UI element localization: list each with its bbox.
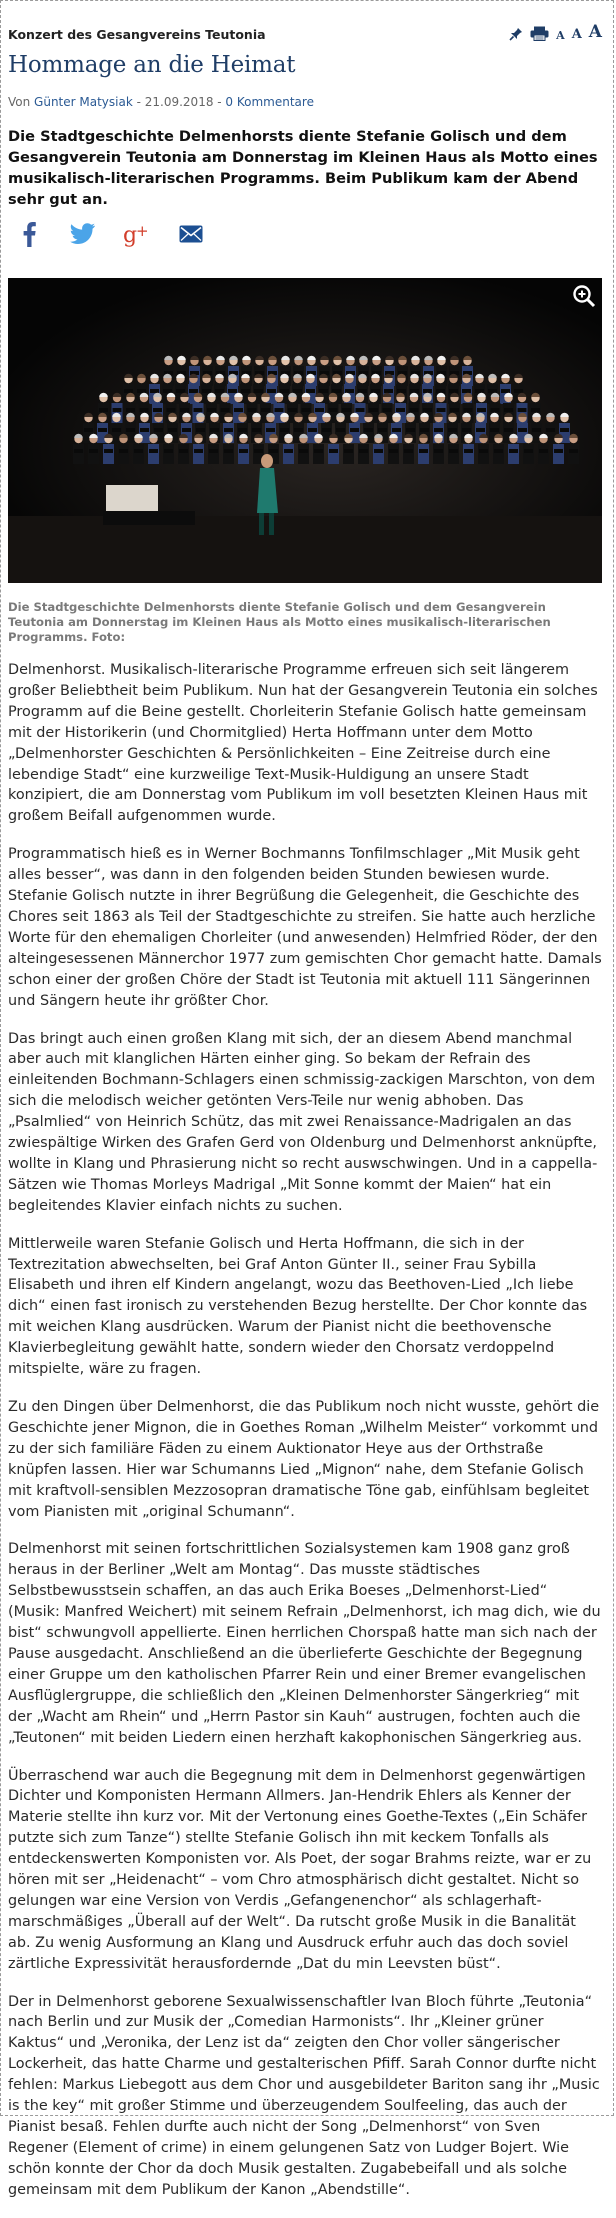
choir-singer — [163, 434, 174, 464]
choir-singer — [358, 434, 369, 464]
choir-singer — [238, 434, 249, 464]
photo-caption: Die Stadtgeschichte Delmenhorsts diente Stefanie Golisch und dem Gesangverein Teutonia am Donnerstag im Kleinen Haus als Motto eines musikalisch-literarischen Programms. Foto: — [8, 600, 551, 644]
choir-singer — [568, 434, 579, 464]
choir-singer — [538, 434, 549, 464]
svg-text:g: g — [123, 223, 138, 247]
font-size-large-button[interactable]: A — [588, 22, 602, 42]
choir-singer — [418, 434, 429, 464]
choir-singer — [298, 434, 309, 464]
choir-singer — [223, 434, 234, 464]
google-plus-icon[interactable] — [122, 219, 152, 249]
zoom-in-icon[interactable] — [572, 284, 596, 312]
choir-singer — [403, 434, 414, 464]
choir-singer — [373, 434, 384, 464]
choir-singer — [343, 434, 354, 464]
article-paragraph: Programmatisch hieß es in Werner Bochmanns Tonfilmschlager „Mit Musik geht alles besser“, was dann in den folgenden beiden Stunden bewiesen wurde. Stefanie Golisch nutzte in ihrer Begrüßung die Gelegenheit, die Geschichte des Chores seit 1863 als Teil der Stadtgeschichte zu streifen. Sie hatte auch herzliche Worte für den ehemaligen Chorleiter (und anwesenden) Helmfried Röder, der den alteingesessenen Männerchor 1977 zum gemischten Chor gemacht hatte. Damals schon einer der großen Chöre der Stadt ist Teutonia mit aktuell 111 Sängerinnen und Sängern heute ihr größter Chor. — [8, 846, 602, 1009]
article-paragraph: Delmenhorst. Musikalisch-literarische Programme erfreuen sich seit längerem großer Beliebtheit beim Publikum. Nun hat der Gesangverein Teutonia ein solches Programm auf die Beine gestellt. Chorleiterin Stefanie Golisch hatte gemeinsam mit der Historikerin (und Chormitglied) Herta Hoffmann unter dem Motto „Delmenhorster Geschichten & Persönlichkeiten – Eine Zeitreise durch eine lebendige Stadt“ eine kurzweilige Text-Musik-Huldigung an unsere Stadt konzipiert, die am Donnerstag vom Publikum im voll besetzten Kleinen Haus mit großem Beifall aufgenommen wurde. — [8, 662, 598, 825]
choir-singer — [178, 434, 189, 464]
choir-singer — [388, 434, 399, 464]
article-paragraph: Mittlerweile waren Stefanie Golisch und Herta Hoffmann, die sich in der Textrezitation abwechselten, bei Graf Anton Günter II., seiner Frau Sybilla Elisabeth und ihren elf Kindern angelangt, wozu das Beethoven-Lied „Ich liebe dich“ einen fast ironisch zu verstehenden Bezug herstellte. Der Chor konnte das mit weichen Klang ausdrücken. Warum der Pianist nicht die beethovensche Klavierbegleitung gewählt hatte, sondern wieder den Chorsatz verdoppelnd mitspielte, wäre zu fragen. — [8, 1235, 588, 1378]
facebook-icon[interactable] — [14, 219, 44, 249]
choir-singer — [193, 434, 204, 464]
article-title: Hommage an die Heimat — [8, 52, 296, 78]
font-size-medium-button[interactable]: A — [571, 27, 582, 42]
article-paragraph: Der in Delmenhorst geborene Sexualwissenschaftler Ivan Bloch führte „Teutonia“ nach Berlin und zur Musik der „Comedian Harmonists“. Ihr „Kleiner grüner Kaktus“ und „Veronika, der Lenz ist da“ zeigten den Chor voller sängerischer Lockerheit, das hatte Charme und gestalterischen Pfiff. Sarah Connor durfte nicht fehlen: Markus Liebegott aus dem Chor und ausgebildeter Bariton sang ihr „Music is the key“ mit großer Stimme und überzeugendem Soulfeeling, das auch der Pianist besaß. Fehlen durfte auch nicht der Song „Delmenhorst“ von Sven Regener (Element of crime) in einem gelungenen Satz von Ludger Bojert. Wie schön konnte der Chor da doch Musik gestalten. Zugabebeifall und als solche gemeinsam mit dem Publikum der Kanon „Abendstille“. — [8, 1993, 600, 2198]
choir-singer — [493, 434, 504, 464]
font-size-small-button[interactable]: A — [556, 29, 565, 42]
choir-singer — [208, 434, 219, 464]
publish-date: - 21.09.2018 - — [132, 95, 226, 109]
choir-singer — [133, 434, 144, 464]
svg-text:+: + — [136, 222, 149, 240]
article-paragraph: Das bringt auch einen großen Klang mit sich, der an diesem Abend manchmal aber auch mit klanglichen Härten einher ging. So bekam der Refrain des einleitenden Bochmann-Schlagers einen schmissig-zackigen Marschton, von dem sich die melodisch weicher getönten Vers-Teile nur wenig abhoben. Das „Psalmlied“ von Heinrich Schütz, das mit zwei Renaissance-Madrigalen an das zwiespältige Wirken des Grafen Gerd von Oldenburg und Delmenhorst anknüpfte, wollte in Klang und Phrasierung nicht so recht auswschwingen. Und in a cappella-Sätzen wie Thomas Morleys Madrigal „Mit Sonne kommt der Maien“ hat ein begleitendes Klavier einfach nichts zu suchen. — [8, 1030, 598, 1214]
choir-singer — [478, 434, 489, 464]
article-paragraph: Überraschend war auch die Begegnung mit dem in Delmenhorst gegenwärtigen Dichter und Komponisten Hermann Allmers. Jan-Hendrik Ehlers als Kenner der Materie stellte ihn kurz vor. Mit der Vertonung eines Goethe-Textes („Ein Schäfer putzte sich zum Tanze“) stellte Stefanie Golisch ihn mit keckem Tonfalls als entdeckenswerten Komponisten vor. Als Poet, der sogar Brahms reizte, war er zu hören mit ser „Heidenacht“ – vom Chro atmosphärisch dicht gestaltet. Nicht so gelungen war eine Version von Verdis „Gefangenenchor“ als schlagerhaft-marschmäßiges „Überall auf der Welt“. Da rutscht große Musik in die Banalität ab. Zu wenig Ausformung an Klang und Ausdruck erfuhr auch das doch soviel zärtliche Expressivität herausfordernde „Dat du min Leevsten büst“. — [8, 1767, 592, 1972]
choir-singer — [103, 434, 114, 464]
article-container — [8, 0, 602, 2198]
author-name[interactable]: Günter Matysiak — [34, 95, 133, 109]
article-header-bar — [8, 0, 602, 42]
byline-prefix: Von — [8, 95, 35, 109]
choir-singer — [463, 434, 474, 464]
article-kicker: Konzert des Gesangvereins Teutonia — [8, 27, 266, 42]
article-byline — [8, 95, 314, 109]
choir-singer — [553, 434, 564, 464]
share-bar — [14, 219, 206, 249]
twitter-icon[interactable] — [68, 219, 98, 249]
choir-singer — [118, 434, 129, 464]
choir-singer — [313, 434, 324, 464]
choir-singer — [328, 434, 339, 464]
choir-singer — [73, 434, 84, 464]
choir-singer — [523, 434, 534, 464]
choir-singer — [508, 434, 519, 464]
article-paragraph: Delmenhorst mit seinen fortschrittlichen Sozialsystemen kam 1908 ganz groß heraus in der Berliner „Welt am Montag“. Das musste städtisches Selbstbewusstsein schaffen, an das auch Erika Boeses „Delmenhorst-Lied“ (Musik: Manfred Weichert) mit seinem Refrain „Delmenhorst, ich mag dich, wie du bist“ schwungvoll appellierte. Einen herrlichen Chorspaß hatte man sich nach der Pause ausgedacht. Anschließend an die überlieferte Geschichte der Begegnung einer Gruppe um den katholischen Pfarrer Rein und einer Bremer evangelischen Ausflüglergruppe, die schließlich den „Kleinen Delmenhorster Sängerkrieg“ mit der „Wacht am Rhein“ und „Herrn Pastor sin Kauh“ austrugen, fochten auch die „Teutonen“ mit beiden Liedern einen herzhaft kakophonischen Sängerkrieg aus. — [8, 1541, 601, 1746]
article-body — [8, 660, 602, 2218]
choir-singer — [433, 434, 444, 464]
comments-link[interactable]: 0 Kommentare — [225, 95, 314, 109]
mail-icon[interactable] — [176, 219, 206, 249]
choir-photo-illustration — [8, 278, 602, 583]
article-tools — [509, 24, 602, 41]
choir-singer — [148, 434, 159, 464]
choir-singer — [448, 434, 459, 464]
choir-singer — [283, 434, 294, 464]
article-paragraph: Zu den Dingen über Delmenhorst, die das Publikum noch nicht wusste, gehört die Geschichte jener Mignon, die in Goethes Roman „Wilhelm Meister“ vorkommt und zu der sich familiäre Fäden zu einem Auktionator Heye aus der Orthstraße knüpfen lassen. Hier war Schumanns Lied „Mignon“ nahe, dem Stefanie Golisch mit kraftvoll-sensiblen Mezzosopran dramatische Töne gab, einfühlsam begleitet vom Pianisten mit „original Schumann“. — [8, 1399, 600, 1520]
choir-singer — [88, 434, 99, 464]
pin-icon[interactable] — [509, 27, 523, 41]
article-lead: Die Stadtgeschichte Delmenhorsts diente Stefanie Golisch und dem Gesangverein Teutonia am Donnerstag im Kleinen Haus als Motto eines musikalisch-literarischen Programms. Beim Publikum kam der Abend sehr gut an. — [8, 128, 598, 208]
print-icon[interactable] — [530, 26, 549, 41]
article-photo[interactable] — [8, 278, 602, 583]
